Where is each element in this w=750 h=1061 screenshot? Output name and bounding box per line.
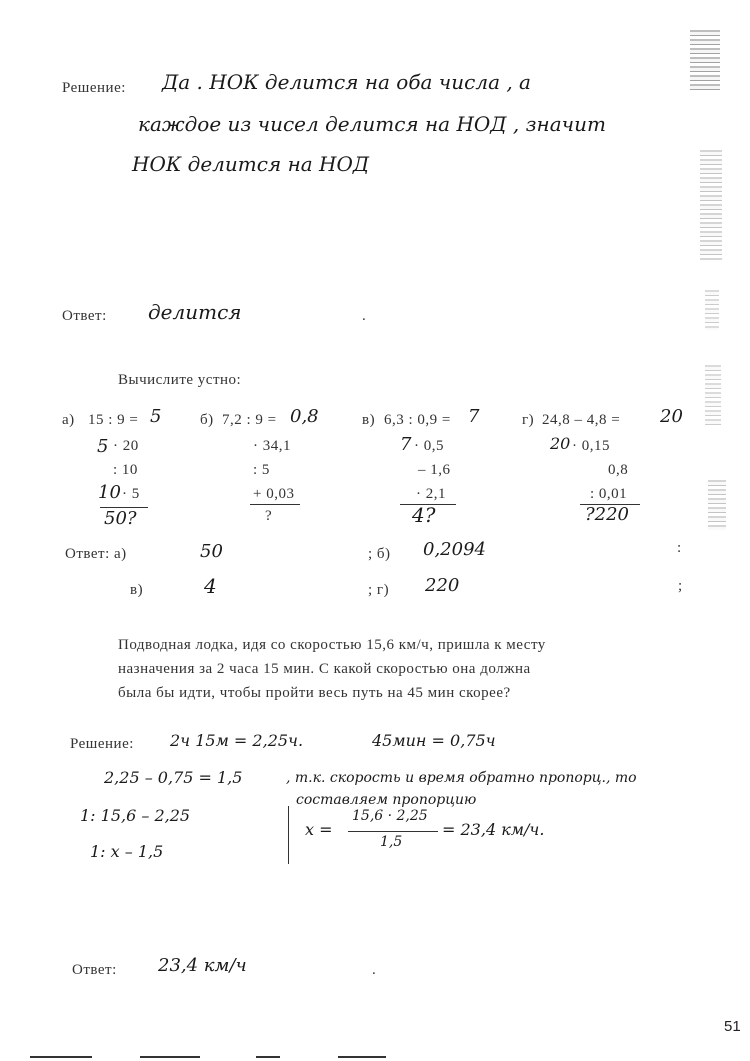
dot-mark: : [677, 540, 682, 556]
problem-step: 2ч 15м = 2,25ч. [170, 731, 304, 750]
chain-b-r1: · 34,1 [253, 438, 291, 454]
scan-artifact [705, 365, 721, 425]
problem-text-line: Подводная лодка, идя со скоростью 15,6 км/ч, пришла к месту [118, 637, 546, 653]
problem-step: составляем пропорцию [296, 792, 477, 808]
chain-g-r3: : 0,01 [590, 486, 628, 502]
chain-a-r3: · 5 [122, 486, 140, 502]
problem-result: = 23,4 км/ч. [442, 820, 545, 839]
handwritten-solution-line: НОК делится на НОД [132, 152, 370, 176]
answer-g-label: ; г) [368, 582, 390, 598]
chain-g-result: ?220 [585, 504, 630, 525]
problem-answer-label: Ответ: [72, 962, 117, 978]
chain-b-result: ? [265, 508, 273, 524]
solution-label: Решение: [62, 80, 126, 96]
bottom-edge-mark [140, 1056, 200, 1058]
bottom-edge-mark [338, 1056, 386, 1058]
chain-b-r2: : 5 [253, 462, 270, 478]
scan-artifact [700, 150, 722, 260]
proportion-line: 1: x – 1,5 [90, 842, 164, 861]
problem-text-line: назначения за 2 часа 15 мин. С какой скоростью она должна [118, 661, 531, 677]
answer-v-label: в) [130, 582, 144, 598]
chain-g-r1-hw: 20 [550, 434, 571, 453]
chain-v-r2: – 1,6 [418, 462, 451, 478]
bottom-edge-mark [256, 1056, 280, 1058]
proportion-divider [288, 806, 289, 864]
chain-v-handwritten: 7 [468, 406, 480, 427]
fraction-denominator: 1,5 [380, 834, 403, 850]
chain-v-r3: · 2,1 [416, 486, 446, 502]
chain-a-r2: : 10 [113, 462, 138, 478]
answer-b: 0,2094 [423, 539, 486, 560]
answer-label: Ответ: [62, 308, 107, 324]
chain-v-r1-hw: 7 [400, 434, 412, 455]
chain-a-r1-hw: 5 [97, 436, 109, 457]
answer-a: 50 [200, 541, 223, 562]
handwritten-solution-line: Да . НОК делится на оба числа , а [162, 70, 531, 94]
chain-g-handwritten: 20 [660, 406, 683, 427]
chain-g-expr: 24,8 – 4,8 = [542, 412, 621, 428]
chain-v-letter: в) [362, 412, 376, 428]
chain-a-result: 50? [104, 508, 137, 529]
chain-b-r3: + 0,03 [253, 486, 295, 502]
handwritten-answer: делится [148, 300, 242, 324]
chain-b-expr: 7,2 : 9 = [222, 412, 277, 428]
fraction-numerator: 15,6 · 2,25 [352, 808, 428, 824]
chain-a-r3-hw: 10 [98, 482, 121, 503]
chain-v-r1: · 0,5 [414, 438, 444, 454]
bottom-edge-mark [30, 1056, 92, 1058]
page-number: 51 [724, 1018, 741, 1035]
x-label: x = [305, 820, 333, 839]
chain-a-handwritten: 5 [150, 406, 162, 427]
scan-artifact [705, 290, 719, 330]
chain-b-underline [250, 504, 300, 505]
chain-g-letter: г) [522, 412, 535, 428]
handwritten-solution-line: каждое из чисел делится на НОД , значит [138, 112, 606, 136]
chain-v-expr: 6,3 : 0,9 = [384, 412, 451, 428]
answer-v: 4 [204, 574, 217, 598]
scan-artifact [690, 30, 720, 90]
chain-a-letter: а) [62, 412, 75, 428]
chain-b-letter: б) [200, 412, 214, 428]
chain-a-expr: 15 : 9 = [88, 412, 139, 428]
chain-g-r1: · 0,15 [572, 438, 610, 454]
problem-answer: 23,4 км/ч [158, 955, 247, 976]
scan-artifact [708, 480, 726, 530]
answers-label: Ответ: а) [65, 546, 127, 562]
proportion-line: 1: 15,6 – 2,25 [80, 806, 191, 825]
answer-g: 220 [425, 575, 460, 596]
dot-mark: . [362, 308, 367, 324]
chain-v-result: 4? [412, 503, 436, 527]
problem-solution-label: Решение: [70, 736, 134, 752]
problem-step: 2,25 – 0,75 = 1,5 [104, 768, 243, 787]
chain-b-handwritten: 0,8 [290, 406, 319, 427]
problem-step: , т.к. скорость и время обратно пропорц., то [286, 770, 637, 786]
task-title: Вычислите устно: [118, 372, 242, 388]
chain-g-r2: 0,8 [608, 462, 629, 478]
answer-b-label: ; б) [368, 546, 391, 562]
problem-step: 45мин = 0,75ч [372, 731, 496, 750]
problem-text-line: была бы идти, чтобы пройти весь путь на 45 мин скорее? [118, 685, 511, 701]
fraction-bar [348, 831, 438, 832]
dot-mark: . [372, 962, 377, 978]
chain-a-r1: · 20 [113, 438, 139, 454]
dot-mark: ; [678, 578, 683, 594]
